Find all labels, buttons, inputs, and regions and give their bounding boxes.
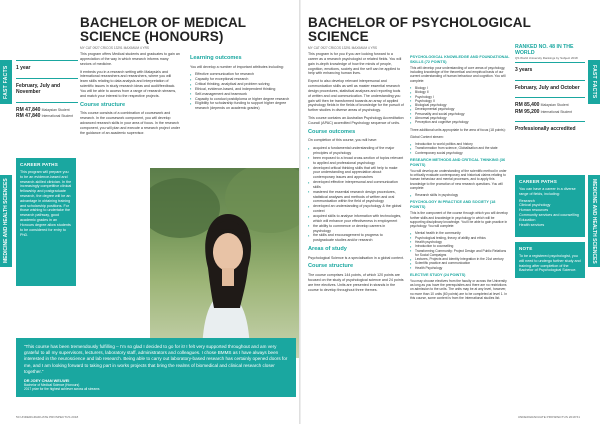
section-heading: RESEARCH METHODS AND CRITICAL THINKING (36 POINTS) xyxy=(410,157,506,167)
list-item: Education xyxy=(519,217,536,222)
career-paths-box xyxy=(16,158,76,286)
career-intro: You can have a career in a diverse range of fields, including: xyxy=(519,186,576,196)
intro-paragraph: This program offers Medical students and graduates to gain an appreciation of the way in which research informs many sectors of medicine. xyxy=(80,52,180,66)
page-footer: 50 UNDERGRADUATE PROSPECTUS 2018 xyxy=(16,415,79,419)
list-item: ▪ Transforming Community: Project Design and Public Relations for Social Campaigns xyxy=(410,249,510,258)
list-item: ▪ Psychology I xyxy=(410,95,510,99)
list-item: ▪ Scientific practice and communication xyxy=(410,261,510,265)
list-item: ▪ Biology II xyxy=(410,90,510,94)
fee-local: RM 85,400 xyxy=(515,102,540,108)
list-item: ▪ Introduction to counselling xyxy=(410,244,510,248)
fast-facts xyxy=(515,62,585,139)
fee-local-note: Malaysian Student xyxy=(41,107,70,112)
list-item: ▪ Mental health in the community xyxy=(410,231,510,235)
intake: February, July and October xyxy=(515,84,580,91)
section-text: You will develop an understanding of the scientific method in order to critically evaluate contemporary and historical claims relating to human behaviour and mental processes, and to apply this knowledge to the promotion of new research questions. You will complete: xyxy=(410,168,507,190)
list-item: ▪ developed effective interpersonal and communication skills xyxy=(308,180,404,190)
ranking-heading: RANKED NO. 48 IN THE WORLD xyxy=(515,44,574,56)
list-item: ▪ mastered the essential research design procedures, statistical analyses and methods of written and oral communication within the field of psychology xyxy=(308,190,404,205)
list-item: ▪ Contemporary social psychology xyxy=(410,151,510,155)
list-item: ▪ Perception and cognitive psychology xyxy=(410,120,510,124)
outcomes-heading: Learning outcomes xyxy=(190,55,242,61)
section-text: You may choose electives from the faculty or across the University as long as you have the prerequisites and there are no restrictions on admission to the units. The units may be at any level, however, no more than 10 units (60 points) are to be completed at level 1. In this course, some content is from the International studies list. xyxy=(410,278,508,300)
list-item: ▪ Critical thinking, analytical and problem solving xyxy=(190,82,290,87)
career-heading: CAREER PATHS xyxy=(519,179,557,184)
fast-facts-tab: FAST FACTS xyxy=(0,60,12,104)
note-heading: NOTE xyxy=(519,246,533,251)
list-item: ▪ acquired a fundamental understanding of the major principles of psychology xyxy=(308,146,404,156)
list-item: ▪ Ethical, evidence-based, and independent thinking xyxy=(190,87,290,92)
areas-text: Psychological Science is a specialisation in a global context. xyxy=(308,255,404,260)
fee-intl: RM 47,840 xyxy=(16,113,41,119)
fast-facts xyxy=(16,60,78,126)
intake: February, July and November xyxy=(16,82,61,95)
list-item: ▪ Personality and social psychology xyxy=(410,112,510,116)
quote-text: “This course has been tremendously fulfilling – I'm so glad I decided to go for it! I felt very supported throughout and am very grateful to all my supervisors, lecturers, laboratory staff, administrators and colleagues. I chose BMMS as I have always been interested in the neuroscience and lab research. Being able to carry out laboratory-based research has certainly opened doors for me, and I am looking forward to taking part in works projects that bring the realms of biomedical and clinical research closer together.” xyxy=(24,344,288,374)
list-item: ▪ Psychology II xyxy=(410,99,510,103)
list-item: ▪ Biology I xyxy=(410,86,510,90)
faculty-tab: MEDICINE AND HEALTH SCIENCES xyxy=(0,175,12,267)
course-meta: MY CAT 0927 CRICOS 13291 MAXIMUM 4 YRS xyxy=(308,46,378,50)
quote-role: 2017 prize for the highest achiever across all streams xyxy=(24,386,100,391)
structure-heading: Course structure xyxy=(80,101,126,108)
structure-heading: Course structure xyxy=(308,263,354,270)
section-heading: PSYCHOLOGY IN PRACTICE AND SOCIETY (18 POINTS) xyxy=(410,200,496,210)
list-item: ▪ Abnormal psychology xyxy=(410,116,510,120)
list-item: ▪ Capacity to conduct postdiploma or higher degree research xyxy=(190,97,290,102)
intro-paragraph: It embeds you in a research setting with Malaysia's and international researchers and researchers, where you will learn skills relating to data analysis and interpretation of scientific issues in study research ideas and audit/feedback. You will be able to access from a range of research streams, and match your interest to the respective projects. xyxy=(80,69,177,98)
structure-text: This course consists of a combination of coursework and research. In the coursework component, you will develop advanced research skills in your area of focus. In the research component, you will plan and execute a research project under the guidance of an academic supervisor. xyxy=(80,111,180,135)
list-item: ▪ Eligibility for scholarship funding to support higher degree research (depends on academic grades) xyxy=(190,101,290,111)
structure-column xyxy=(410,52,510,303)
list-item: ▪ developed an understanding of psychology & the global context xyxy=(308,204,404,214)
career-paths-box xyxy=(515,175,585,237)
note-box xyxy=(515,242,585,278)
note-text: To be a registered psychologist, you will need to undergo further study and training after completion of the Bachelor of Psychological Science. xyxy=(519,253,581,273)
list-item: Health services xyxy=(519,222,545,227)
list-item: ▪ Self-management and teamwork xyxy=(190,92,290,97)
intro-column xyxy=(308,52,404,295)
accreditation: Professionally accredited xyxy=(515,126,576,132)
list-item: Human resources xyxy=(519,208,549,213)
student-photo xyxy=(150,168,300,358)
fee-intl: RM 95,200 xyxy=(515,108,540,115)
outcomes-heading: Course outcomes xyxy=(308,128,356,135)
areas-heading: Areas of study xyxy=(308,246,347,253)
section-heading: PSYCHOLOGICAL KNOWLEDGE AND FOUNDATIONAL SKILLS (72 POINTS) xyxy=(410,55,510,64)
student-photo-illustration xyxy=(150,168,300,358)
ranking-badge xyxy=(515,44,585,60)
page-footer: UNDERGRADUATE PROSPECTUS 2018 51 xyxy=(517,415,580,419)
duration: 1 year xyxy=(16,65,31,71)
list-item: ▪ developed critical thinking skills that will help to make your understanding and appreciation about contemporary issues and approaches xyxy=(308,166,404,181)
list-item: Clinical psychology xyxy=(519,203,551,208)
list-item: ▪ been exposed to a broad cross-section of topics relevant to applied and professional psychology xyxy=(308,156,404,166)
duration: 3 years xyxy=(515,67,533,73)
section-text: This is the component of the course through which you will develop further skills and knowledge in psychology in which will be supporting disciplinary knowledge. You'll be able to gain practice in psychology. You will complete: xyxy=(410,211,508,229)
intro-column xyxy=(80,52,180,138)
list-item: ▪ Developmental psychology xyxy=(410,107,510,111)
list-item: ▪ Capacity for exceptional research xyxy=(190,77,290,82)
section-text: Three additional units appropriate to the area of focus (18 points): xyxy=(410,127,506,132)
structure-text: The course comprises 144 points, of which 120 points are focused on the study of psychological science and 24 points are free electives. Units are presented in strands in the course to develop throughout three themes. xyxy=(308,273,404,292)
fee-local: RM 47,840 xyxy=(16,106,41,113)
fee-intl-note: International Student xyxy=(41,114,73,118)
fast-facts-tab: FAST FACTS xyxy=(588,60,600,104)
section-heading: ELECTIVE STUDY (24 POINTS) xyxy=(410,272,466,277)
list-item: ▪ Introduction to world politics and history xyxy=(410,142,510,146)
list-item: ▪ the skills and encouragement to progress to postgraduate studies and/or research xyxy=(308,233,404,243)
list-item: ▪ Research skills in psychology xyxy=(410,193,510,197)
course-meta: MY CAT 0927 CRICOS 13291 MAXIMUM 4 YRS xyxy=(80,46,150,50)
career-heading: CAREER PATHS xyxy=(20,162,58,167)
intro-paragraph: Expect to also develop relevant interpersonal and communication skills as well as master essential research design procedures, statistical analyses and reporting tools of written and oral communication. The understanding you gain will then be transformed towards an array of applied psychology fields in the fields of knowledge for the pursuit of further studies in diverse areas of psychology. xyxy=(308,79,404,113)
faculty-tab: MEDICINE AND HEALTH SCIENCES xyxy=(588,175,600,267)
section-subtext: Global Context stream: xyxy=(410,134,444,139)
list-item: ▪ Health psychology xyxy=(410,240,510,244)
career-text: This program will prepare you to be an evidence-based and research-skilled clinician. In the increasingly competitive clinical fellowship and postgraduate research, the degree will be an advantage in obtaining training and scholarship positions. For those wishing to undertake the research pathway, good academic grades in an Honours degree allow students to be considered for entry to PhD. xyxy=(20,169,72,237)
intro-paragraph: This course contains an Australian Psychology Accreditation Council (APAC) accredited Psychology sequence of units. xyxy=(308,116,404,125)
list-item: Research xyxy=(519,198,535,203)
list-item: ▪ Psychological testing, theory of ability and ethics xyxy=(410,236,510,240)
section-text: This will develop your understanding of core areas of psychology, including knowledge of the theoretical and empirical basis of our current understanding of human behaviour and cognition. You will complete: xyxy=(410,65,506,83)
list-item: ▪ the ability to commence or develop careers in psychology xyxy=(308,224,404,234)
outcomes-column xyxy=(190,52,290,114)
fee-intl-note: International Student xyxy=(540,109,572,114)
ranking-source: QS World University Rankings by Subject 2018 xyxy=(515,56,578,60)
list-item: ▪ acquired skills to analyse information with technologies, which will enhance your effectiveness in employment xyxy=(308,214,404,224)
list-item: ▪ Health Psychology xyxy=(410,266,510,270)
fee-local-note: Malaysian Student xyxy=(540,103,569,107)
outcomes-intro: On completion of this course, you will have: xyxy=(308,138,378,143)
list-item: ▪ Transformation from science, Globalisation and the state xyxy=(410,146,510,150)
page-title: BACHELOR OF PSYCHOLOGICAL SCIENCE xyxy=(308,15,531,45)
list-item: ▪ Lectures, Projects and Identity Integration in the 21st century xyxy=(410,257,510,261)
intro-paragraph: This program is for you if you are looking forward to a career as a research psychologist or related fields. You will gain in-depth knowledge of how the minds of people, cognition, emotions, society and the self can be applied to help with enhancing human lives. xyxy=(308,52,402,76)
list-item: ▪ Effective communication for research xyxy=(190,72,290,77)
quote-name: DR JOEY CHAN WEI-WEI xyxy=(24,378,70,383)
quote-role: Bachelor of Medical Science (Honours) xyxy=(24,382,80,387)
testimonial-quote xyxy=(16,338,296,397)
page-title: BACHELOR OF MEDICAL SCIENCE (HONOURS) xyxy=(80,15,246,45)
outcomes-intro: You will develop a number of important attributes including: xyxy=(190,64,284,69)
list-item: Community services and counselling xyxy=(519,213,579,218)
list-item: ▪ Biological psychology xyxy=(410,103,510,107)
